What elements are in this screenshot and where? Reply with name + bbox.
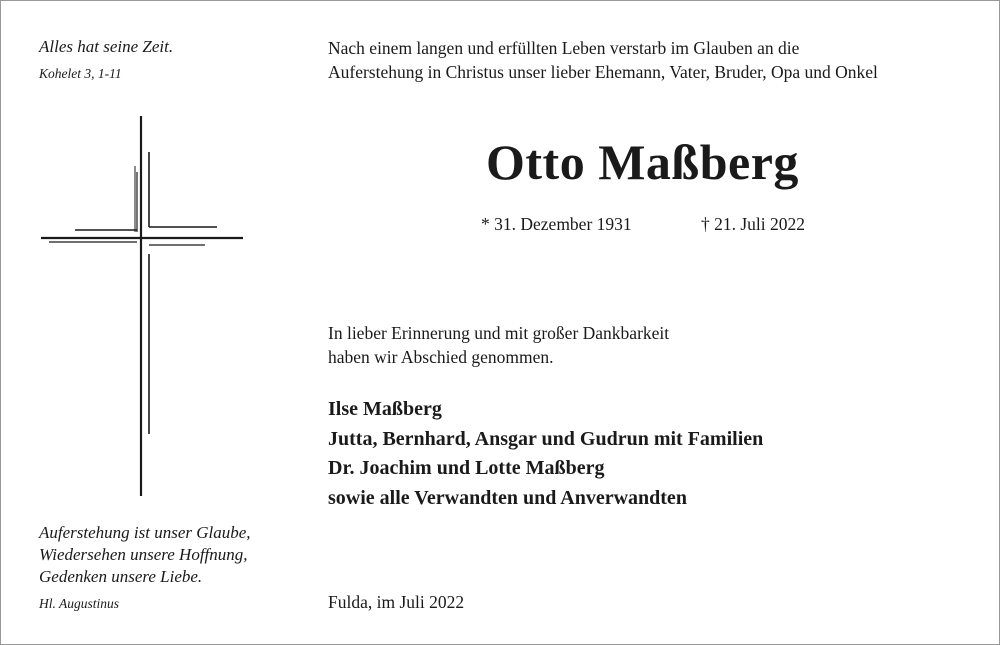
remembrance-line: haben wir Abschied genommen. [328, 347, 554, 367]
deceased-name: Otto Maßberg [486, 134, 799, 190]
death-date: † 21. Juli 2022 [701, 214, 806, 234]
quote-line: Gedenken unsere Liebe. [39, 567, 203, 586]
mourner-line: Ilse Maßberg [328, 398, 442, 420]
birth-date: * 31. Dezember 1931 [481, 214, 632, 234]
remembrance-line: In lieber Erinnerung und mit großer Dankbarkeit [328, 323, 670, 343]
intro-line: Nach einem langen und erfüllten Leben verstarb im Glauben an die [328, 38, 800, 58]
mourner-line: Jutta, Bernhard, Ansgar und Gudrun mit Familien [328, 427, 764, 450]
remembrance-text [328, 321, 669, 369]
mourner-line: sowie alle Verwandten und Anverwandten [328, 486, 687, 509]
intro-line: Auferstehung in Christus unser lieber Ehemann, Vater, Bruder, Opa und Onkel [328, 62, 878, 82]
mourner-line: Dr. Joachim und Lotte Maßberg [328, 457, 605, 479]
cross-icon [39, 114, 245, 496]
quote-source: Hl. Augustinus [39, 596, 120, 611]
mourners-list [328, 395, 763, 513]
motto-text: Alles hat seine Zeit. [39, 37, 174, 56]
quote-line: Auferstehung ist unser Glaube, [39, 523, 251, 542]
intro-text [328, 36, 878, 84]
quote-line: Wiedersehen unsere Hoffnung, [39, 545, 248, 564]
quote-text [39, 522, 251, 588]
place-date: Fulda, im Juli 2022 [328, 592, 465, 612]
motto-source: Kohelet 3, 1-11 [39, 66, 122, 81]
